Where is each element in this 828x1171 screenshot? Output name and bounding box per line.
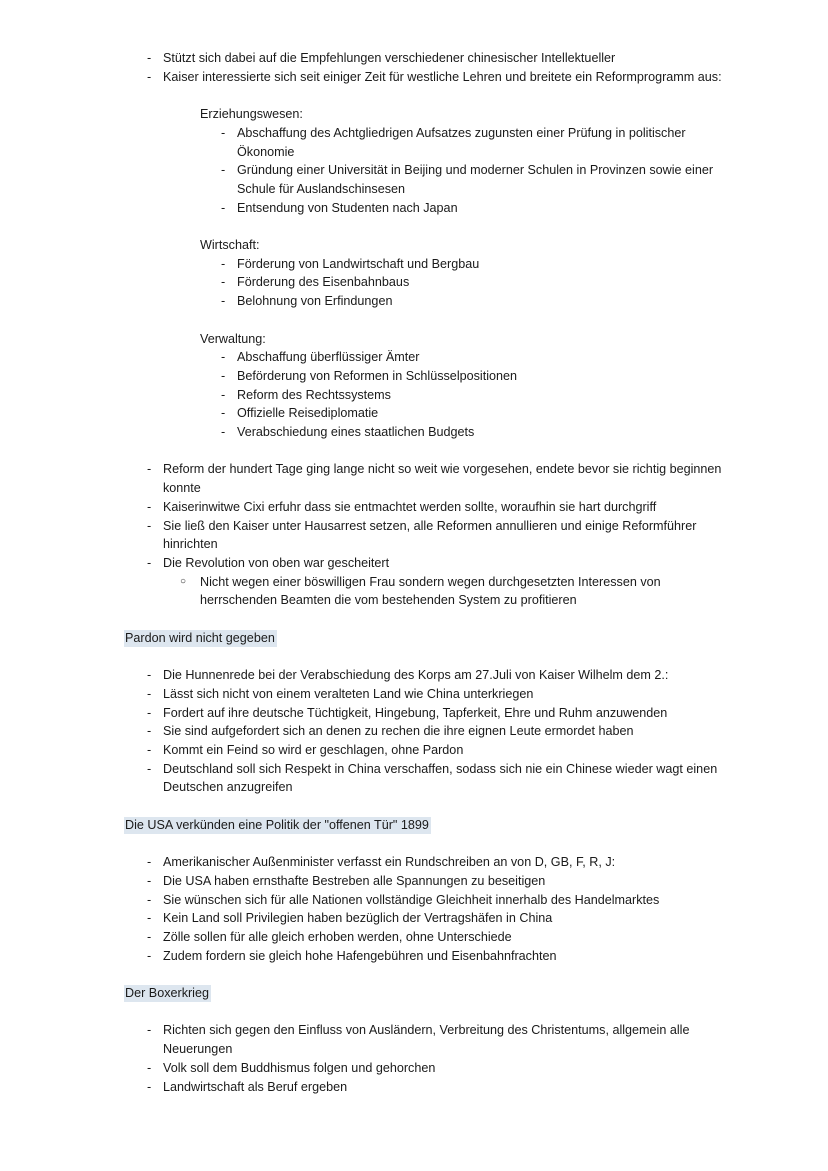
list-item: - Reform des Rechtssystems	[237, 386, 727, 405]
list-item: - Die Revolution von oben war gescheitert	[163, 554, 738, 573]
heading-text: Der Boxerkrieg	[125, 986, 209, 1001]
section-heading-pardon	[124, 629, 828, 648]
subheading-verwaltung: Verwaltung:	[200, 331, 266, 346]
list-item: - Amerikanischer Außenminister verfasst ein Rundschreiben an von D, GB, F, R, J:	[163, 853, 738, 872]
list-item: - Förderung des Eisenbahnbaus	[237, 273, 727, 292]
list-item: - Entsendung von Studenten nach Japan	[237, 199, 727, 218]
list-item: - Reform der hundert Tage ging lange nicht so weit wie vorgesehen, endete bevor sie richtig beginnen konnte	[163, 460, 738, 497]
list-item: - Sie sind aufgefordert sich an denen zu rechen die ihre eignen Leute ermordet haben	[163, 722, 738, 741]
list-item: ○ Nicht wegen einer böswilligen Frau sondern wegen durchgesetzten Interessen von herrschenden Beamten die vom bestehenden System zu profitieren	[200, 573, 730, 610]
list-item: - Deutschland soll sich Respekt in China verschaffen, sodass sich nie ein Chinese wieder wagt einen Deutschen anzugreifen	[163, 760, 738, 797]
list-item: - Beförderung von Reformen in Schlüsselpositionen	[237, 367, 727, 386]
outcome-sublist	[200, 573, 730, 610]
list-item: - Belohnung von Erfindungen	[237, 292, 727, 311]
list-item: - Abschaffung überflüssiger Ämter	[237, 348, 727, 367]
list-item: - Fordert auf ihre deutsche Tüchtigkeit, Hingebung, Tapferkeit, Ehre und Ruhm anzuwenden	[163, 704, 738, 723]
list-item: - Lässt sich nicht von einem veralteten Land wie China unterkriegen	[163, 685, 738, 704]
subheading-wirtschaft: Wirtschaft:	[200, 238, 260, 252]
boxer-list	[163, 1021, 738, 1096]
list-item: - Richten sich gegen den Einfluss von Ausländern, Verbreitung des Christentums, allgemein alle Neuerungen	[163, 1021, 738, 1058]
list-item: - Kein Land soll Privilegien haben bezüglich der Vertragshäfen in China	[163, 909, 738, 928]
list-item: - Landwirtschaft als Beruf ergeben	[163, 1078, 738, 1097]
erziehung-list	[237, 124, 727, 218]
list-item: - Sie ließ den Kaiser unter Hausarrest setzen, alle Reformen annullieren und einige Reformführer hinrichten	[163, 517, 738, 554]
heading-text: Pardon wird nicht gegeben	[125, 630, 275, 645]
list-item: - Die USA haben ernsthafte Bestreben alle Spannungen zu beseitigen	[163, 872, 738, 891]
pardon-list	[163, 666, 738, 797]
list-item: - Förderung von Landwirtschaft und Bergbau	[237, 255, 727, 274]
list-item: - Zudem fordern sie gleich hohe Hafengebühren und Eisenbahnfrachten	[163, 947, 738, 966]
outcome-list	[163, 460, 738, 572]
list-item: - Die Hunnenrede bei der Verabschiedung des Korps am 27.Juli von Kaiser Wilhelm dem 2.:	[163, 666, 738, 685]
list-item: - Offizielle Reisediplomatie	[237, 404, 727, 423]
intro-list	[163, 49, 738, 86]
usa-list	[163, 853, 738, 965]
section-heading-usa	[124, 816, 828, 835]
wirtschaft-list	[237, 255, 727, 311]
section-heading-boxer	[124, 984, 828, 1003]
list-item: - Kaiserinwitwe Cixi erfuhr dass sie entmachtet werden sollte, woraufhin sie hart durchgriff	[163, 498, 738, 517]
list-item: - Verabschiedung eines staatlichen Budgets	[237, 423, 727, 442]
list-item: - Gründung einer Universität in Beijing und moderner Schulen in Provinzen sowie einer Schule für Auslandschinsesen	[237, 161, 727, 198]
list-item: - Abschaffung des Achtgliedrigen Aufsatzes zugunsten einer Prüfung in politischer Ökonomie	[237, 124, 727, 161]
list-item: - Zölle sollen für alle gleich erhoben werden, ohne Unterschiede	[163, 928, 738, 947]
list-item: - Stützt sich dabei auf die Empfehlungen verschiedener chinesischer Intellektueller	[163, 49, 738, 68]
verwaltung-list	[237, 348, 727, 442]
subheading-erziehung: Erziehungswesen:	[200, 107, 303, 122]
heading-text: Die USA verkünden eine Politik der "offenen Tür" 1899	[125, 817, 429, 832]
list-item: - Kaiser interessierte sich seit einiger Zeit für westliche Lehren und breitete ein Reformprogramm aus:	[163, 68, 738, 87]
list-item: - Volk soll dem Buddhismus folgen und gehorchen	[163, 1059, 738, 1078]
list-item: - Sie wünschen sich für alle Nationen vollständige Gleichheit innerhalb des Handelmarktes	[163, 891, 738, 910]
list-item: - Kommt ein Feind so wird er geschlagen, ohne Pardon	[163, 741, 738, 760]
